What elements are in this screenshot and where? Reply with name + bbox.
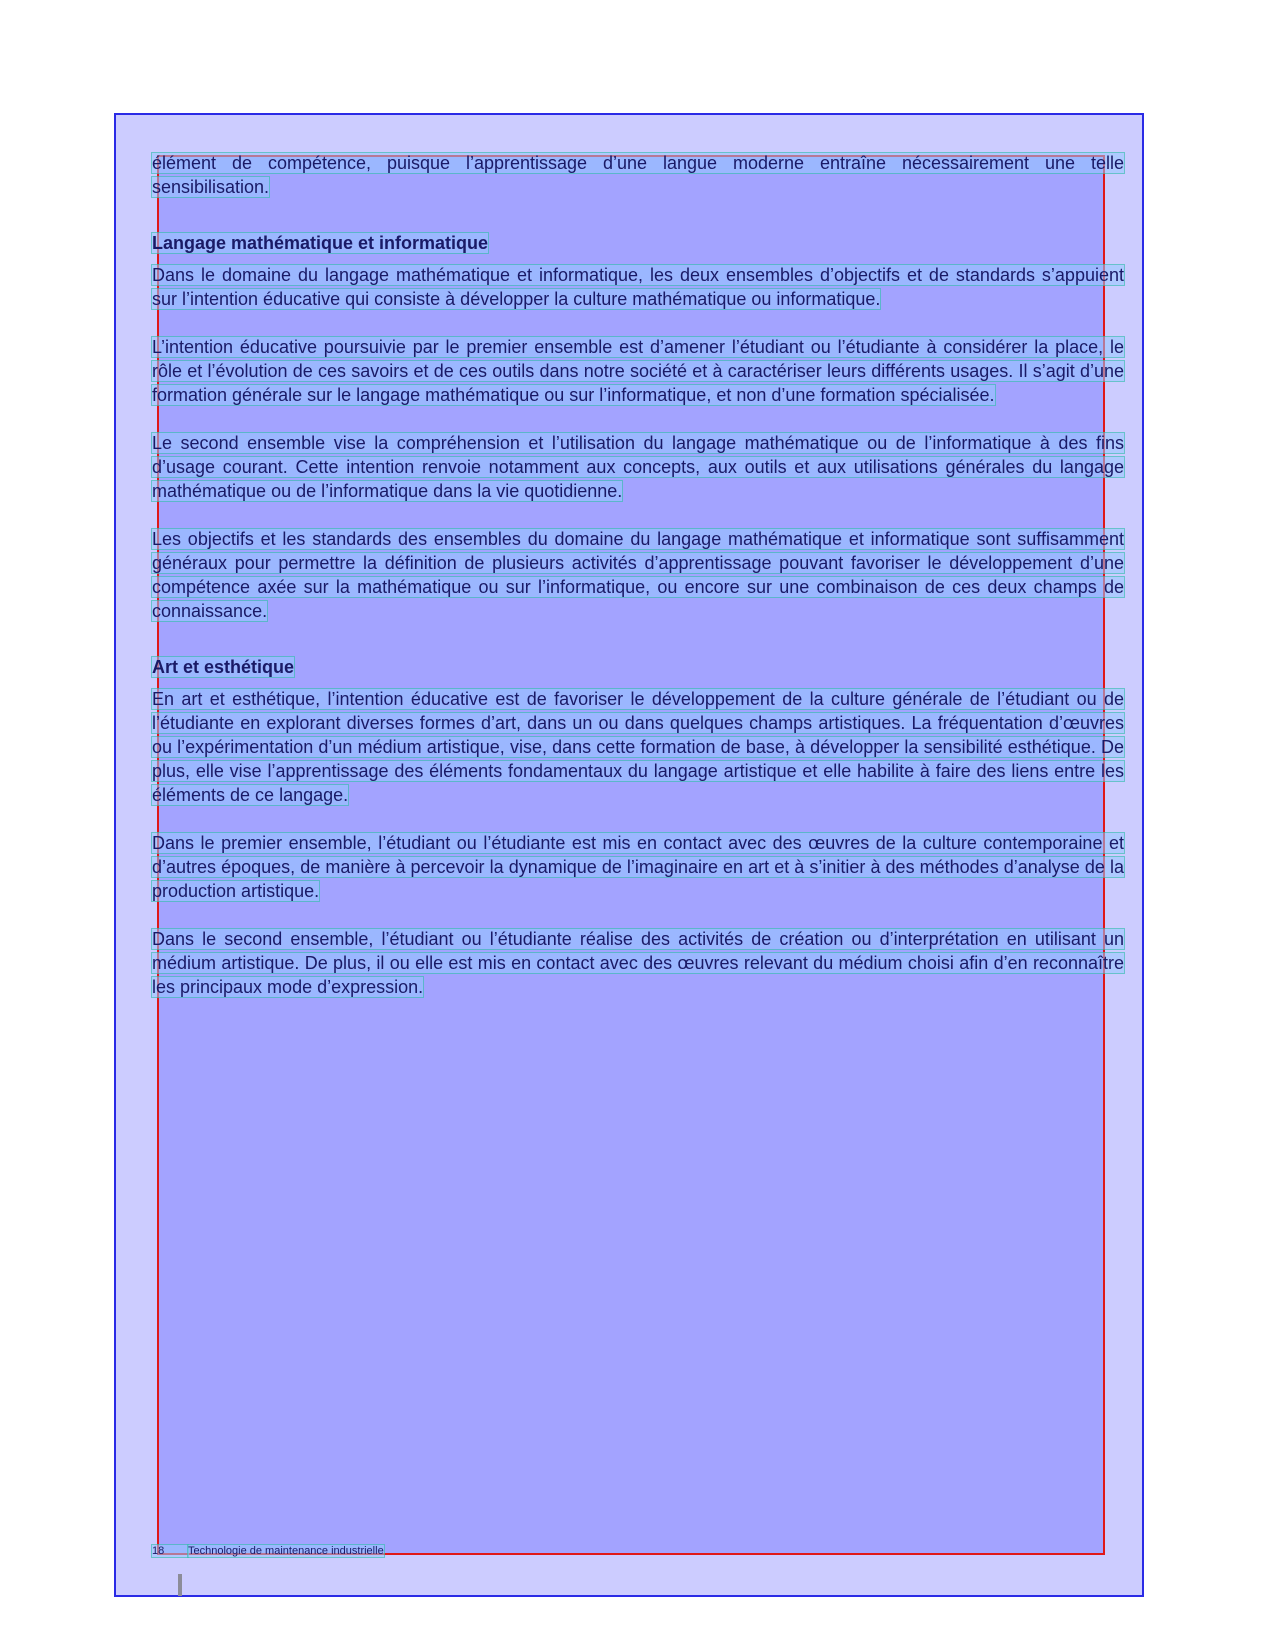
paragraph: Dans le premier ensemble, l’étudiant ou l’étudiante est mis en contact avec des œuvres de la culture contemporaine et d’autres époques, de manière à percevoir la dynamique de l’imaginaire en art et à s’initier à des méthodes d’analyse de la production artistique. (152, 833, 1124, 901)
footer-program-title: Technologie de maintenance industrielle (188, 1545, 384, 1557)
section-heading-langage: Langage mathématique et informatique (152, 233, 489, 253)
document-body (152, 151, 1124, 999)
paragraph: L’intention éducative poursuivie par le premier ensemble est d’amener l’étudiant ou l’étudiante à considérer la place, le rôle et l’évolution de ces savoirs et de ces outils dans notre société et à caractériser leurs différents usages. Il s’agit d’une formation générale sur le langage mathématique ou sur l’informatique, et non d’une formation spécialisée. (152, 337, 1124, 405)
page-number: 18 (152, 1545, 188, 1557)
paragraph-intro: élément de compétence, puisque l’apprentissage d’une langue moderne entraîne nécessairement une telle sensibilisation. (152, 153, 1124, 197)
paragraph: Les objectifs et les standards des ensembles du domaine du langage mathématique et informatique sont suffisamment généraux pour permettre la définition de plusieurs activités d’apprentissage pouvant favoriser le développement d’une compétence axée sur la mathématique ou sur l’informatique, ou encore sur une combinaison de ces deux champs de connaissance. (152, 529, 1124, 621)
paragraph: Dans le domaine du langage mathématique et informatique, les deux ensembles d’objectifs et de standards s’appuient sur l’intention éducative qui consiste à développer la culture mathématique ou informatique. (152, 265, 1124, 309)
paragraph: En art et esthétique, l’intention éducative est de favoriser le développement de la culture générale de l’étudiant ou de l’étudiante en explorant diverses formes d’art, dans un ou dans quelques champs artistiques. La fréquentation d’œuvres ou l’expérimentation d’un médium artistique, vise, dans cette formation de base, à développer la sensibilité esthétique. De plus, elle vise l’apprentissage des éléments fondamentaux du langage artistique et elle habilite à faire des liens entre les éléments de ce langage. (152, 689, 1124, 805)
margin-change-bar (178, 1574, 182, 1596)
paragraph: Dans le second ensemble, l’étudiant ou l’étudiante réalise des activités de création ou d’interprétation en utilisant un médium artistique. De plus, il ou elle est mis en contact avec des œuvres relevant du médium choisi afin d’en reconnaître les principaux mode d’expression. (152, 929, 1124, 997)
section-heading-art: Art et esthétique (152, 657, 295, 677)
paragraph: Le second ensemble vise la compréhension et l’utilisation du langage mathématique ou de l’informatique à des fins d’usage courant. Cette intention renvoie notamment aux concepts, aux outils et aux utilisations générales du langage mathématique ou de l’informatique dans la vie quotidienne. (152, 433, 1124, 501)
page-footer (152, 1545, 384, 1557)
